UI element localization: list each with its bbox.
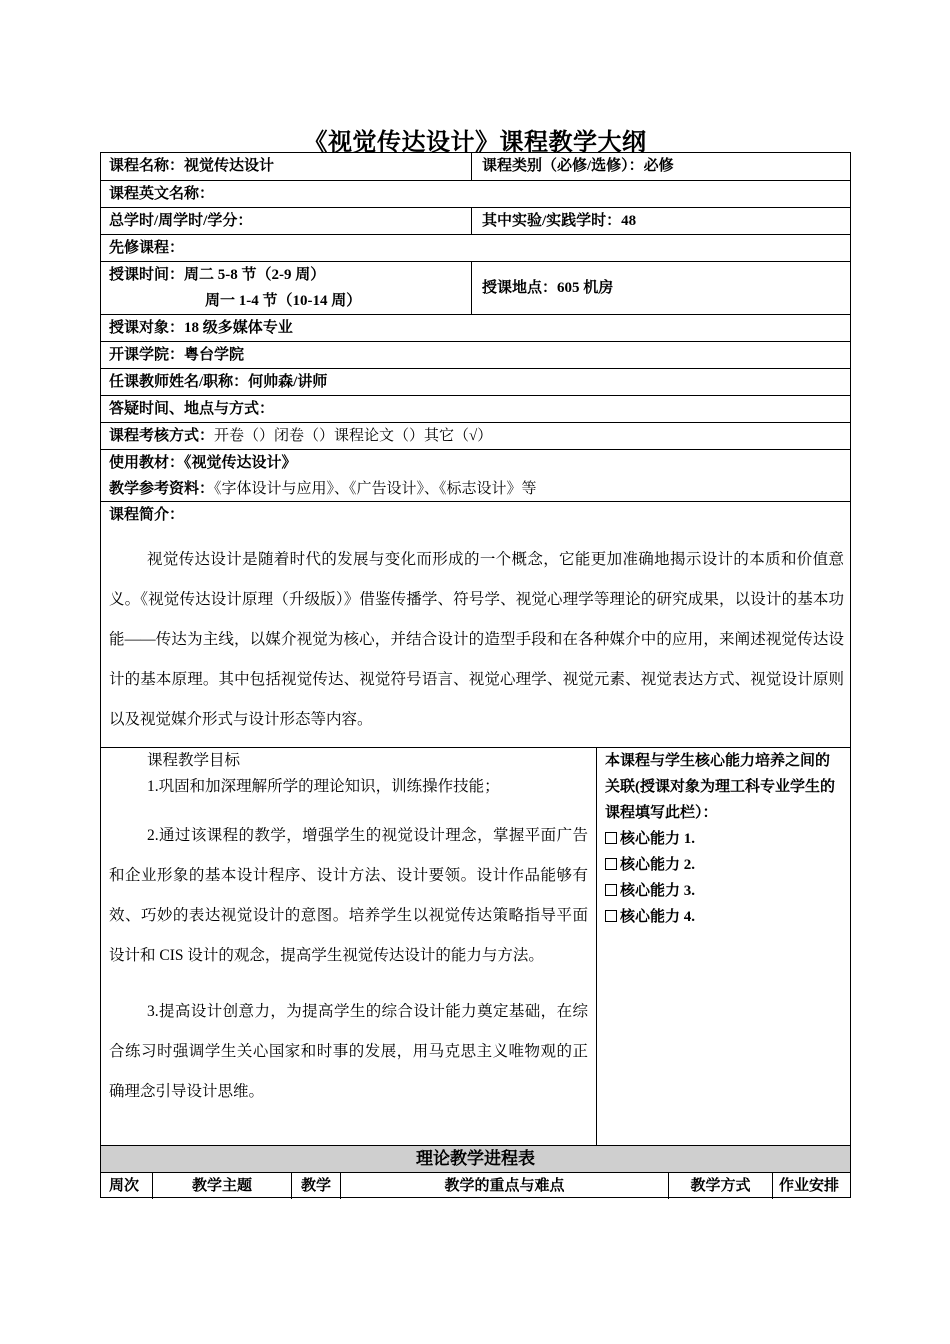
col-topic: 教学主题 — [191, 1178, 252, 1194]
col-homework: 作业安排 — [779, 1178, 840, 1194]
row-teacher — [101, 368, 850, 395]
checkbox-icon — [605, 858, 617, 870]
row-intro — [101, 501, 850, 747]
teaching-time-line1: 授课时间：周二 5-8 节（2-9 周） — [109, 267, 326, 283]
schedule-title: 理论教学进程表 — [416, 1149, 535, 1168]
objectives-cell — [101, 748, 596, 1112]
core-ability-cell — [597, 748, 851, 930]
total-hours: 总学时/周学时/学分： — [109, 213, 253, 229]
row-course-name — [101, 153, 850, 180]
course-category: 课程类别（必修/选修）：必修 — [482, 158, 674, 174]
core-item: 核心能力 2. — [605, 852, 843, 878]
col-key-points: 教学的重点与难点 — [444, 1178, 565, 1194]
teaching-time-line2: 周一 1-4 节（10-14 周） — [205, 293, 362, 309]
core-item: 核心能力 3. — [605, 878, 843, 904]
audience: 授课对象：18 级多媒体专业 — [109, 320, 293, 336]
checkbox-icon — [605, 832, 617, 844]
teacher: 任课教师姓名/职称：何帅森/讲师 — [109, 374, 328, 390]
qa-info: 答疑时间、地点与方式： — [109, 401, 275, 417]
col-week: 周次 — [109, 1178, 140, 1194]
row-schedule-title — [101, 1145, 850, 1172]
objective-1: 1.巩固和加深理解所学的理论知识，训练操作技能； — [147, 778, 500, 795]
reference-label: 教学参考资料： — [109, 481, 215, 497]
checkbox-icon — [605, 884, 617, 896]
page-title: 《视觉传达设计》课程教学大纲 — [303, 130, 647, 156]
col-teaching: 教学 — [300, 1178, 331, 1194]
intro-label: 课程简介： — [109, 507, 185, 523]
references — [109, 476, 841, 502]
objective-3: 3.提高设计创意力，为提高学生的综合设计能力奠定基础，在综合练习时强调学生关心国家和时事的发展，用马克思主义唯物观的正确理念引导设计思维。 — [109, 1003, 588, 1100]
row-time-location — [101, 261, 850, 314]
row-college — [101, 341, 850, 368]
syllabus-table — [100, 152, 851, 1198]
course-name: 课程名称：视觉传达设计 — [109, 158, 275, 174]
college: 开课学院：粤台学院 — [109, 347, 245, 363]
assessment-label: 课程考核方式： — [109, 428, 215, 444]
checkbox-icon — [605, 910, 617, 922]
row-english-name — [101, 180, 850, 207]
core-heading: 本课程与学生核心能力培养之间的关联(授课对象为理工科专业学生的课程填写此栏）： — [605, 753, 835, 821]
textbook: 使用教材：《视觉传达设计》 — [109, 455, 297, 471]
row-hours — [101, 207, 850, 234]
col-method: 教学方式 — [690, 1178, 751, 1194]
row-qa — [101, 395, 850, 422]
row-materials — [101, 449, 850, 501]
practice-hours: 其中实验/实践学时：48 — [482, 213, 637, 229]
teaching-location: 授课地点：605 机房 — [482, 280, 614, 296]
objectives-heading: 课程教学目标 — [147, 752, 241, 769]
row-objectives — [101, 747, 850, 1145]
assessment-value: 开卷（）闭卷（）课程论文（）其它（√） — [214, 428, 493, 444]
row-schedule-header — [101, 1172, 850, 1199]
assessment — [101, 423, 841, 449]
materials — [101, 450, 841, 502]
row-assessment — [101, 422, 850, 449]
intro-text: 视觉传达设计是随着时代的发展与变化而形成的一个概念，它能更加准确地揭示设计的本质和价值意义。《视觉传达设计原理（升级版）》借鉴传播学、符号学、视觉心理学等理论的研究成果，以设计的基本功能——传达为主线，以媒介视觉为核心，并结合设计的造型手段和在各种媒介中的应用，来阐述视觉传达设计的基本原理。其中包括视觉传达、视觉符号语言、视觉心理学、视觉元素、视觉表达方式、视觉设计原则以及视觉媒介形式与设计形态等内容。 — [109, 551, 844, 728]
objective-2: 2.通过该课程的教学，增强学生的视觉设计理念，掌握平面广告和企业形象的基本设计程序、设计方法、设计要领。设计作品能够有效、巧妙的表达视觉设计的意图。培养学生以视觉传达策略指导平面设计和 CIS 设计的观念，提高学生视觉传达设计的能力与方法。 — [109, 827, 588, 964]
row-audience — [101, 314, 850, 341]
core-item: 核心能力 4. — [605, 904, 843, 930]
reference-value: 《字体设计与应用》、《广告设计》、《标志设计》等 — [214, 481, 537, 497]
teaching-time — [101, 262, 471, 314]
row-prerequisite — [101, 234, 850, 261]
prerequisite: 先修课程： — [109, 240, 185, 256]
core-item: 核心能力 1. — [605, 826, 843, 852]
english-name: 课程英文名称： — [109, 186, 215, 202]
